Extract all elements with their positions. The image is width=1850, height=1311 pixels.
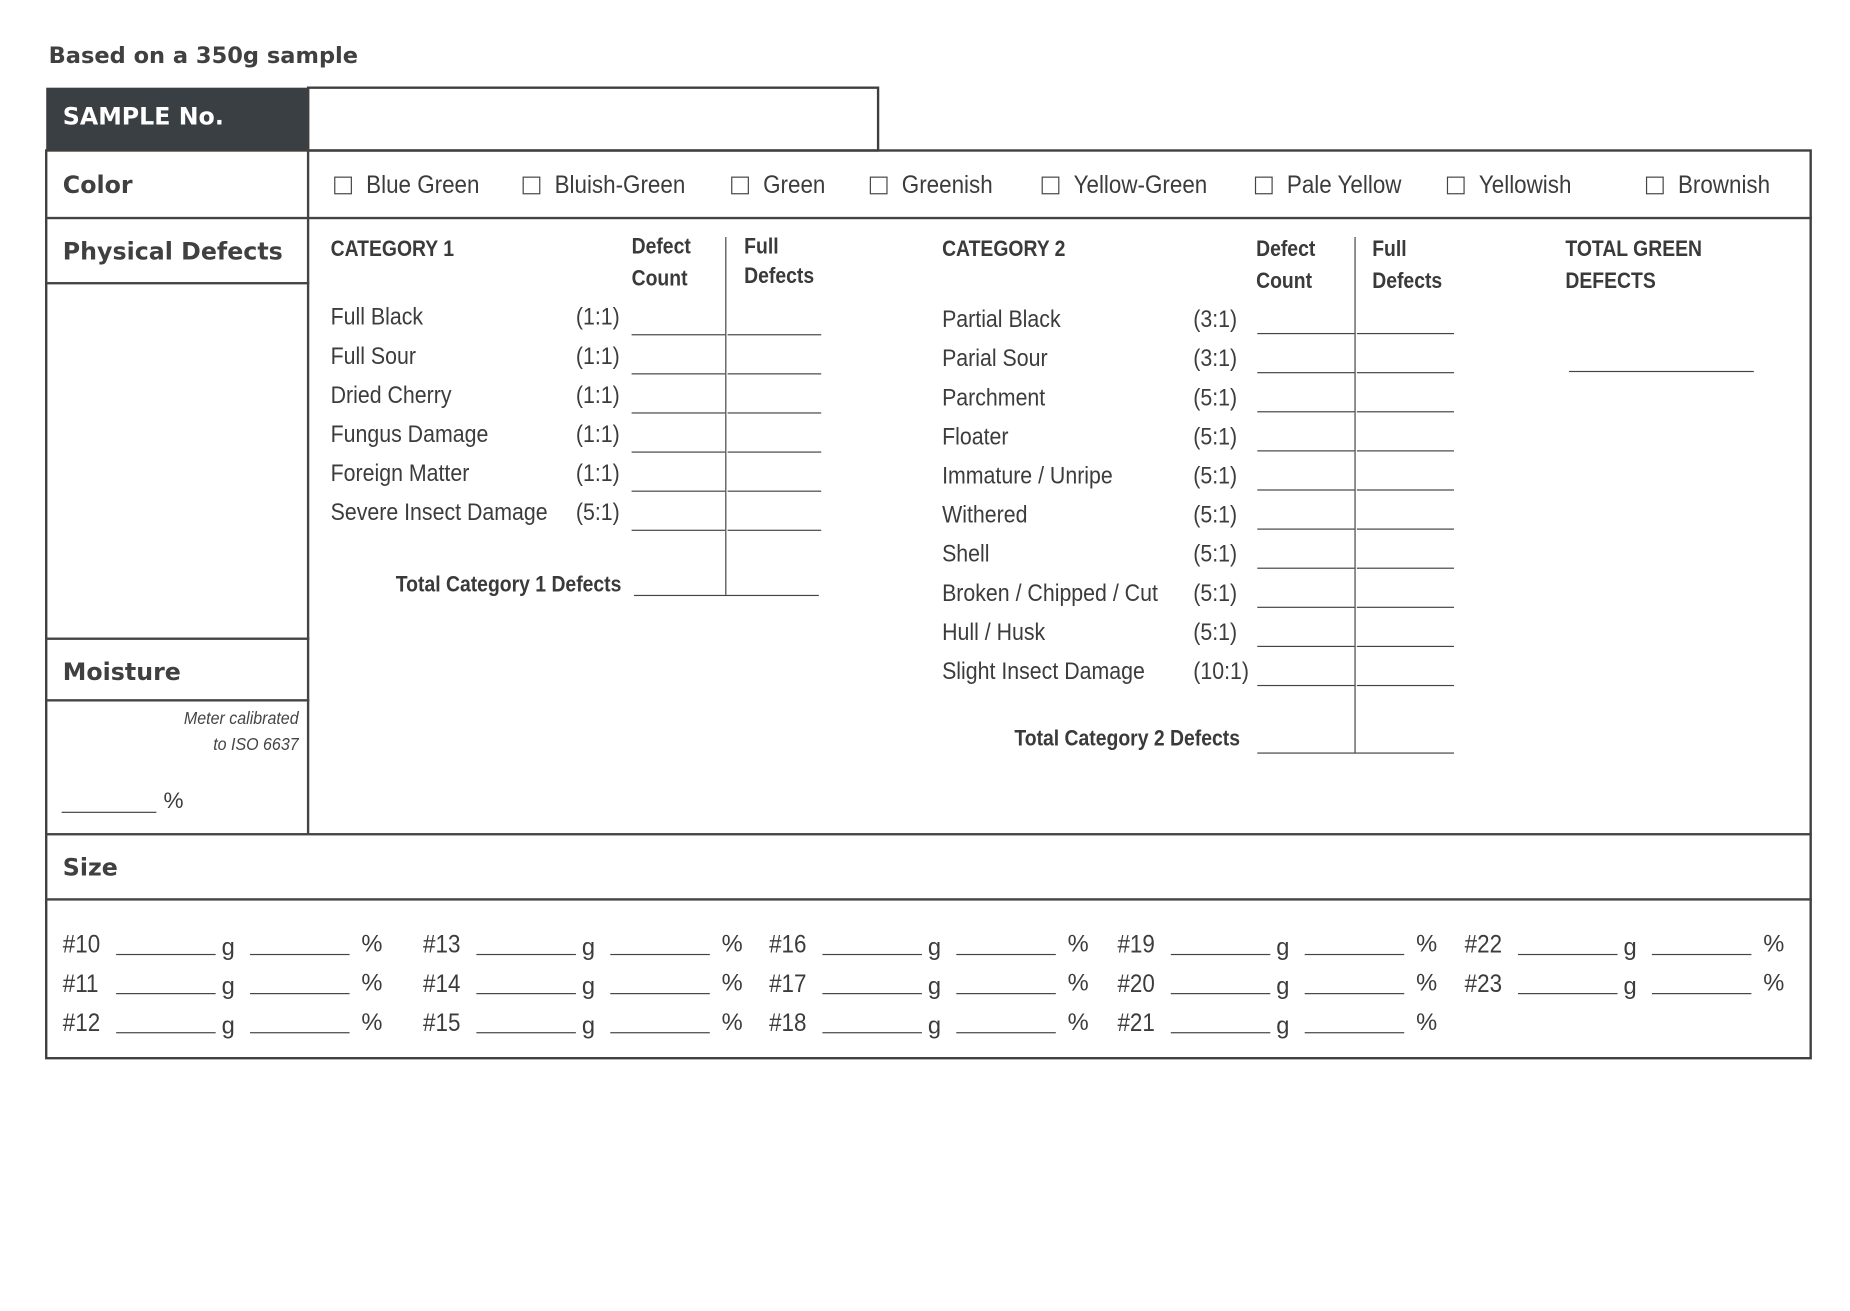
screen-size-label: #20 [1117, 970, 1155, 998]
cat1-full-defects-header-2: Defects [744, 264, 815, 290]
grams-unit: g [221, 934, 235, 962]
grams-input-line[interactable] [1171, 954, 1271, 955]
divider [45, 898, 1812, 900]
screen-size-label: #16 [769, 931, 807, 959]
percent-input-line[interactable] [610, 1032, 710, 1033]
percent-input-line[interactable] [250, 1032, 350, 1033]
screen-size-label: #12 [62, 1009, 101, 1037]
percent-unit: % [1067, 1009, 1089, 1036]
screen-size-label: #21 [1117, 1009, 1155, 1037]
defect-ratio: (1:1) [575, 460, 620, 488]
defect-count-line[interactable] [632, 373, 726, 374]
defect-count-line[interactable] [632, 530, 726, 531]
screen-size-label: #17 [769, 970, 807, 998]
defect-count-line[interactable] [1257, 411, 1354, 412]
defect-ratio: (3:1) [1193, 306, 1238, 333]
moisture-note-2: to ISO 6637 [213, 734, 299, 755]
form-frame [45, 149, 1812, 1059]
grams-unit: g [927, 1013, 942, 1040]
divider [45, 217, 1812, 219]
defect-name: Foreign Matter [330, 460, 470, 488]
cat2-defect-count-header-2: Count [1256, 268, 1313, 294]
defect-name: Parchment [942, 385, 1046, 412]
defect-name: Full Black [330, 304, 424, 331]
grams-unit: g [581, 974, 596, 1001]
grams-input-line[interactable] [1171, 1032, 1271, 1033]
grams-unit: g [927, 974, 942, 1001]
screen-size-label: #13 [423, 931, 461, 959]
grams-input-line[interactable] [476, 954, 576, 955]
percent-input-line[interactable] [956, 1032, 1056, 1033]
defect-count-line[interactable] [1257, 450, 1354, 451]
sample-basis-note: Based on a 350g sample [48, 42, 359, 69]
moisture-note-1: Meter calibrated [183, 708, 299, 729]
defect-name: Slight Insect Damage [942, 658, 1145, 685]
size-label: Size [62, 853, 118, 882]
grams-unit: g [1623, 934, 1637, 962]
grams-input-line[interactable] [116, 993, 216, 994]
divider [45, 833, 1812, 835]
full-defects-line[interactable] [728, 530, 822, 531]
defect-ratio: (1:1) [575, 421, 620, 448]
percent-unit: % [361, 970, 383, 997]
cat2-defect-count-header-1: Defect [1256, 236, 1316, 262]
divider [45, 638, 309, 640]
grams-input-line[interactable] [476, 1032, 576, 1033]
full-defects-line[interactable] [1357, 685, 1454, 686]
defect-ratio: (5:1) [1193, 502, 1238, 529]
category-1-title: CATEGORY 1 [330, 236, 454, 262]
defect-count-line[interactable] [1257, 489, 1354, 490]
checkbox[interactable] [334, 177, 352, 195]
full-defects-line[interactable] [728, 451, 822, 452]
defect-name: Shell [942, 541, 990, 568]
screen-size-label: #22 [1464, 931, 1503, 959]
screen-size-label: #14 [423, 970, 461, 998]
percent-input-line[interactable] [1305, 954, 1405, 955]
percent-unit: % [361, 931, 383, 958]
defect-ratio: (1:1) [575, 382, 620, 409]
grams-input-line[interactable] [476, 993, 576, 994]
color-option-label: Greenish [901, 171, 993, 200]
defect-ratio: (3:1) [1193, 346, 1238, 373]
full-defects-line[interactable] [1357, 450, 1454, 451]
defect-count-line[interactable] [1257, 685, 1354, 686]
defect-count-line[interactable] [632, 451, 726, 452]
percent-unit: % [1763, 931, 1785, 958]
screen-size-label: #19 [1117, 931, 1155, 959]
percent-unit: % [1067, 970, 1089, 997]
divider [45, 282, 309, 284]
percent-input-line[interactable] [610, 954, 710, 955]
percent-unit: % [721, 970, 743, 997]
defect-ratio: (5:1) [1193, 619, 1238, 646]
percent-input-line[interactable] [956, 993, 1056, 994]
divider [45, 699, 309, 701]
cat2-full-defects-header-1: Full [1372, 236, 1407, 262]
full-defects-line[interactable] [1357, 333, 1454, 334]
defect-count-line[interactable] [1257, 372, 1354, 373]
grams-input-line[interactable] [822, 993, 922, 994]
full-defects-line[interactable] [1357, 411, 1454, 412]
color-option-label: Green [763, 171, 826, 200]
percent-input-line[interactable] [250, 954, 350, 955]
defect-ratio: (5:1) [1193, 580, 1238, 607]
cat1-defect-count-header-2: Count [631, 266, 688, 292]
grams-unit: g [1276, 934, 1290, 962]
full-defects-line[interactable] [728, 491, 822, 492]
grams-unit: g [1276, 1013, 1290, 1040]
percent-input-line[interactable] [250, 993, 350, 994]
category-2-title: CATEGORY 2 [942, 236, 1066, 262]
percent-input-line[interactable] [1305, 993, 1405, 994]
color-option-label: Pale Yellow [1286, 171, 1402, 200]
total-green-defects-title-2: DEFECTS [1565, 268, 1656, 294]
total-green-defects-title-1: TOTAL GREEN [1565, 236, 1703, 262]
grams-unit: g [1623, 974, 1637, 1001]
defect-ratio: (1:1) [575, 343, 620, 370]
defect-name: Severe Insect Damage [330, 500, 548, 527]
full-defects-line[interactable] [728, 334, 822, 335]
full-defects-line[interactable] [1357, 529, 1454, 530]
checkbox[interactable] [1042, 177, 1060, 195]
grams-input-line[interactable] [1171, 993, 1271, 994]
screen-size-label: #11 [62, 970, 99, 998]
percent-input-line[interactable] [956, 954, 1056, 955]
physical-defects-label: Physical Defects [62, 236, 283, 266]
cat1-full-defects-header-1: Full [744, 234, 779, 260]
color-option-label: Yellow-Green [1073, 171, 1208, 200]
screen-size-label: #10 [62, 931, 101, 959]
full-defects-line[interactable] [1357, 607, 1454, 608]
total-green-defects-line[interactable] [1569, 371, 1754, 372]
percent-unit: % [1067, 931, 1089, 958]
defect-name: Partial Black [942, 306, 1061, 333]
checkbox[interactable] [1255, 177, 1273, 195]
percent-unit: % [1416, 1009, 1438, 1036]
full-defects-line[interactable] [728, 373, 822, 374]
defect-name: Floater [942, 424, 1009, 451]
percent-unit: % [1416, 970, 1438, 997]
grams-unit: g [927, 934, 942, 962]
checkbox[interactable] [523, 177, 541, 195]
defect-count-line[interactable] [1257, 529, 1354, 530]
defect-count-line[interactable] [1257, 607, 1354, 608]
defect-name: Withered [942, 502, 1028, 529]
defect-count-line[interactable] [632, 334, 726, 335]
defect-name: Dried Cherry [330, 382, 452, 409]
moisture-input-line[interactable] [62, 812, 157, 813]
defect-name: Full Sour [330, 343, 416, 370]
defect-ratio: (5:1) [1193, 385, 1238, 412]
defect-ratio: (1:1) [575, 304, 620, 331]
percent-input-line[interactable] [610, 993, 710, 994]
cat2-column-divider [1354, 237, 1355, 752]
grams-input-line[interactable] [1518, 954, 1618, 955]
defect-count-line[interactable] [632, 412, 726, 413]
full-defects-line[interactable] [1357, 372, 1454, 373]
defect-ratio: (5:1) [575, 500, 620, 527]
grams-unit: g [221, 1013, 235, 1040]
checkbox[interactable] [1447, 177, 1465, 195]
moisture-percent-unit: % [163, 789, 184, 815]
screen-size-label: #18 [769, 1009, 807, 1037]
defect-ratio: (10:1) [1193, 658, 1250, 685]
screen-size-label: #15 [423, 1009, 461, 1037]
defect-count-line[interactable] [1257, 333, 1354, 334]
percent-input-line[interactable] [1652, 954, 1752, 955]
grams-input-line[interactable] [822, 1032, 922, 1033]
grams-unit: g [581, 1013, 596, 1040]
percent-unit: % [1416, 931, 1438, 958]
percent-unit: % [361, 1009, 383, 1036]
grams-unit: g [581, 934, 596, 962]
color-option-label: Bluish-Green [554, 171, 686, 200]
full-defects-line[interactable] [728, 412, 822, 413]
defect-ratio: (5:1) [1193, 424, 1238, 451]
percent-input-line[interactable] [1652, 993, 1752, 994]
color-option-label: Brownish [1677, 171, 1771, 200]
full-defects-line[interactable] [1357, 568, 1454, 569]
percent-unit: % [721, 931, 743, 958]
sample-number-label-cell [46, 88, 309, 151]
percent-input-line[interactable] [1305, 1032, 1405, 1033]
color-option-label: Yellowish [1478, 171, 1572, 200]
grams-unit: g [1276, 974, 1290, 1001]
cat1-defect-count-header-1: Defect [631, 234, 691, 260]
defect-name: Hull / Husk [942, 619, 1046, 646]
grams-input-line[interactable] [822, 954, 922, 955]
screen-size-label: #23 [1464, 970, 1503, 998]
cat1-total-label: Total Category 1 Defects [395, 572, 622, 598]
cat2-full-defects-header-2: Defects [1372, 268, 1443, 294]
checkbox[interactable] [731, 177, 749, 195]
defect-count-line[interactable] [1257, 646, 1354, 647]
cat2-total-label: Total Category 2 Defects [1014, 726, 1240, 752]
full-defects-line[interactable] [1357, 646, 1454, 647]
cat2-total-line[interactable] [1257, 752, 1454, 753]
sample-number-field[interactable] [307, 87, 879, 152]
divider [307, 149, 309, 834]
defect-name: Parial Sour [942, 346, 1048, 373]
grams-unit: g [221, 974, 235, 1001]
defect-ratio: (5:1) [1193, 463, 1238, 490]
defect-ratio: (5:1) [1193, 541, 1238, 568]
defect-count-line[interactable] [1257, 568, 1354, 569]
defect-name: Immature / Unripe [942, 463, 1113, 490]
percent-unit: % [1763, 970, 1785, 997]
checkbox[interactable] [870, 177, 888, 195]
full-defects-line[interactable] [1357, 489, 1454, 490]
cat1-total-line[interactable] [634, 595, 819, 596]
sample-number-label: SAMPLE No. [62, 101, 224, 131]
moisture-label: Moisture [62, 657, 181, 687]
percent-unit: % [721, 1009, 743, 1036]
cat1-column-divider [725, 237, 726, 595]
defect-name: Fungus Damage [330, 421, 489, 448]
defect-count-line[interactable] [632, 491, 726, 492]
defect-name: Broken / Chipped / Cut [942, 580, 1158, 607]
grams-input-line[interactable] [116, 954, 216, 955]
grams-input-line[interactable] [1518, 993, 1618, 994]
grams-input-line[interactable] [116, 1032, 216, 1033]
checkbox[interactable] [1646, 177, 1664, 195]
color-label: Color [62, 170, 133, 200]
color-option-label: Blue Green [366, 171, 480, 200]
